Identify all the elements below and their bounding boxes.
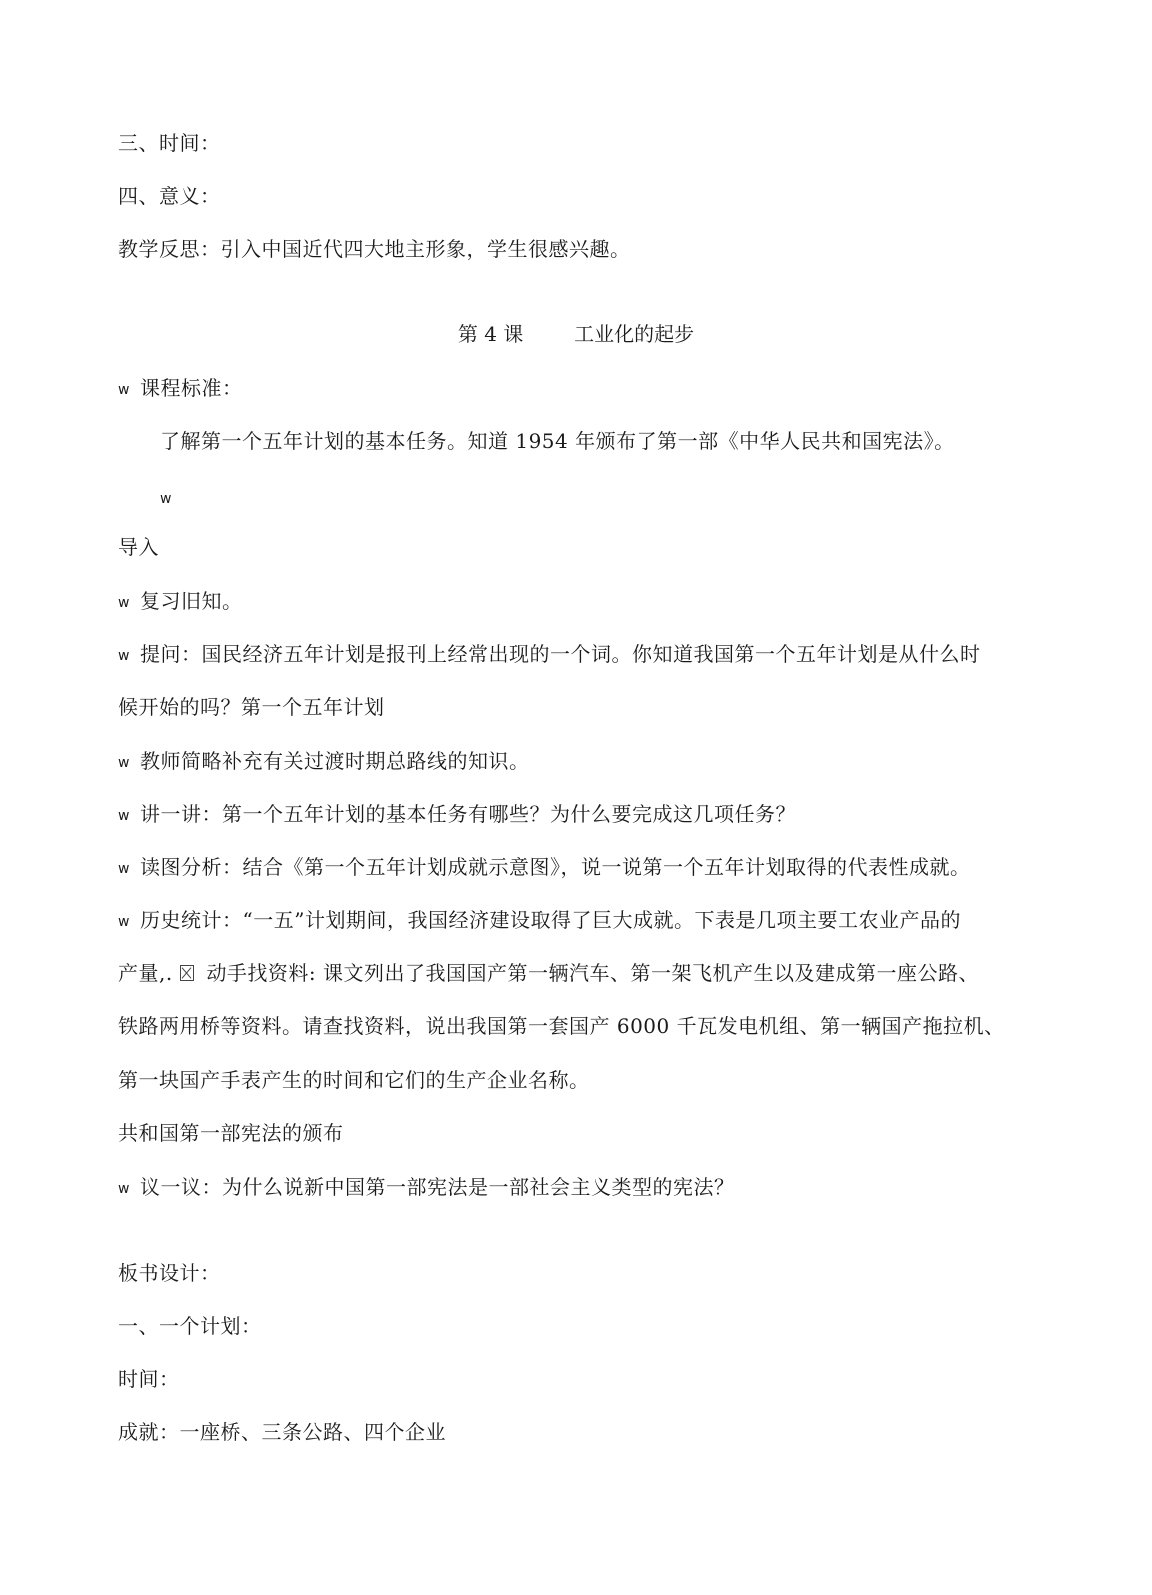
intro-label: 导入 (118, 535, 159, 559)
review-text: 复习旧知。 (140, 589, 243, 613)
list-item-talk (118, 800, 796, 830)
stats-text-line3: 铁路两用桥等资料。请查找资料，说出我国第一套国产 6000 千瓦发电机组、第一辆国产拖拉机、 (118, 1014, 1005, 1038)
bullet-glyph: w (118, 1181, 130, 1197)
board-achievements: 成就：一座桥、三条公路、四个企业 (118, 1420, 446, 1444)
lesson-title: 第 4 课 工业化的起步 (457, 322, 695, 346)
teaching-reflection: 教学反思：引入中国近代四大地主形象，学生很感兴趣。 (118, 237, 631, 261)
bullet-glyph: w (160, 491, 172, 507)
bullet-glyph: w (118, 914, 130, 930)
question-text-line1: 提问：国民经济五年计划是报刊上经常出现的一个词。你知道我国第一个五年计划是从什么时 (140, 642, 981, 666)
constitution-heading: 共和国第一部宪法的颁布 (118, 1121, 344, 1145)
bullet-glyph: w (118, 755, 130, 771)
discuss-text: 议一议：为什么说新中国第一部宪法是一部社会主义类型的宪法？ (140, 1175, 735, 1199)
list-item-review (118, 587, 243, 617)
list-item-map (118, 853, 971, 883)
stats-line2 (118, 959, 979, 987)
stats-text-line2-b: 动手找资料: 课文列出了我国国产第一辆汽车、第一架飞机产生以及建成第一座公路、 (206, 961, 980, 985)
missing-glyph-icon (180, 965, 194, 981)
empty-bullet-line (160, 483, 182, 513)
stats-text-line2-a: 产量,. (118, 961, 173, 985)
board-plan: 一、一个计划： (118, 1314, 262, 1338)
bullet-glyph: w (118, 382, 130, 398)
stats-text-line1: 历史统计：“一五”计划期间，我国经济建设取得了巨大成就。下表是几项主要工农业产品的 (140, 908, 961, 932)
list-item-question (118, 640, 981, 670)
bullet-glyph: w (118, 808, 130, 824)
teacher-text: 教师简略补充有关过渡时期总路线的知识。 (140, 749, 530, 773)
list-item-stats (118, 906, 961, 936)
standards-heading (118, 374, 243, 404)
board-design-label: 板书设计： (118, 1261, 221, 1285)
question-text-line2: 候开始的吗？第一个五年计划 (118, 695, 385, 719)
bullet-glyph: w (118, 861, 130, 877)
board-time: 时间： (118, 1367, 180, 1391)
standards-text: 了解第一个五年计划的基本任务。知道 1954 年颁布了第一部《中华人民共和国宪法》。 (160, 429, 955, 453)
standards-label: 课程标准： (140, 376, 243, 400)
talk-text: 讲一讲：第一个五年计划的基本任务有哪些？为什么要完成这几项任务？ (140, 802, 796, 826)
bullet-glyph: w (118, 648, 130, 664)
board-meaning-label: 四、意义： (118, 184, 221, 208)
map-text: 读图分析：结合《第一个五年计划成就示意图》，说一说第一个五年计划取得的代表性成就。 (140, 855, 971, 879)
list-item-teacher (118, 747, 530, 777)
board-time-label: 三、时间： (118, 131, 221, 155)
stats-text-line4: 第一块国产手表产生的时间和它们的生产企业名称。 (118, 1068, 590, 1092)
bullet-glyph: w (118, 595, 130, 611)
list-item-discuss (118, 1173, 735, 1203)
